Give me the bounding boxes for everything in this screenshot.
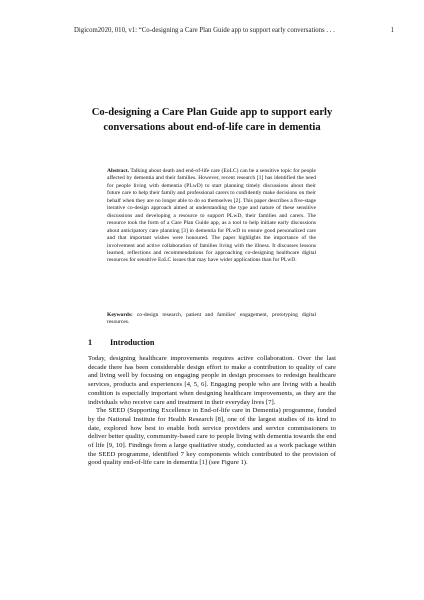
section-heading-introduction bbox=[88, 338, 348, 347]
keywords-text: co-design research, patient and families' engagement, prototyping digital resources. bbox=[107, 312, 316, 326]
paper-title: Co-designing a Care Plan Guide app to support early conversations about end-of-life care in dementia bbox=[91, 107, 333, 133]
keywords-label: Keywords: bbox=[107, 312, 133, 318]
abstract bbox=[107, 168, 316, 265]
keywords bbox=[107, 312, 316, 327]
section-number: 1 bbox=[88, 338, 93, 347]
running-title: Digicom2020, 010, v1: “Co-designing a Care Plan Guide app to support early conversations . . . bbox=[74, 27, 335, 34]
paragraph: The SEED (Supporting Excellence in End-of-life care in Dementia) programme, funded by the National Institute for Health Research [8], one of the largest studies of its kind to date, explored how best to enable both service providers and service commissioners to deliver better quality, community-based care to people living with dementia towards the end of life [9, 10]. Findings from a large qualitative study, conducted as a work package within the SEED programme, identified 7 key components which contributed to the provision of good quality end-of-life care in dementia [1] (see Figure 1). bbox=[88, 407, 336, 467]
abstract-text: Talking about death and end-of-life care (EoLC) can be a sensitive topic for people affected by dementia and their families. However, recent research [1] has identified the need for people living with dementia (PLwD) to start planning timely discussions about their future care to help their family and professional carers to confidently make decisions on their behalf when they are no longer able to do so themselves [2]. This paper describes a five-stage iterative co-design approach aimed at understanding the type and nature of these sensitive discussions and developing a resource to support PLwD, their families and carers. The resource took the form of a Care Plan Guide app, as a tool to help initiate early discussions about anticipatory care planning [3] in dementia for PLwD to ensure good personalized care and that important wishes were honoured. The paper highlights the importance of the involvement and active collaboration of families living with the illness. It discusses lessons learned, reflections and recommendations for approaching co-designing healthcare digital resources for sensitive EoLC issues that may have wider applications than for PLwD. bbox=[107, 168, 316, 264]
running-header bbox=[74, 27, 394, 34]
section-title: Introduction bbox=[110, 338, 155, 347]
page-number: 1 bbox=[390, 27, 394, 34]
introduction-body bbox=[88, 355, 336, 468]
paragraph: Today, designing healthcare improvements requires active collaboration. Over the last decade there has been considerable design effort to make a contribution to quality of care and living well by focusing on engaging people in design processes to redesign healthcare services, products and experiences [4, 5, 6]. Engaging people who are living with a health condition is especially important when designing healthcare improvements, as they are the individuals who receive care and treatment in their everyday lives [7]. bbox=[88, 355, 336, 406]
abstract-label: Abstract. bbox=[107, 168, 130, 174]
